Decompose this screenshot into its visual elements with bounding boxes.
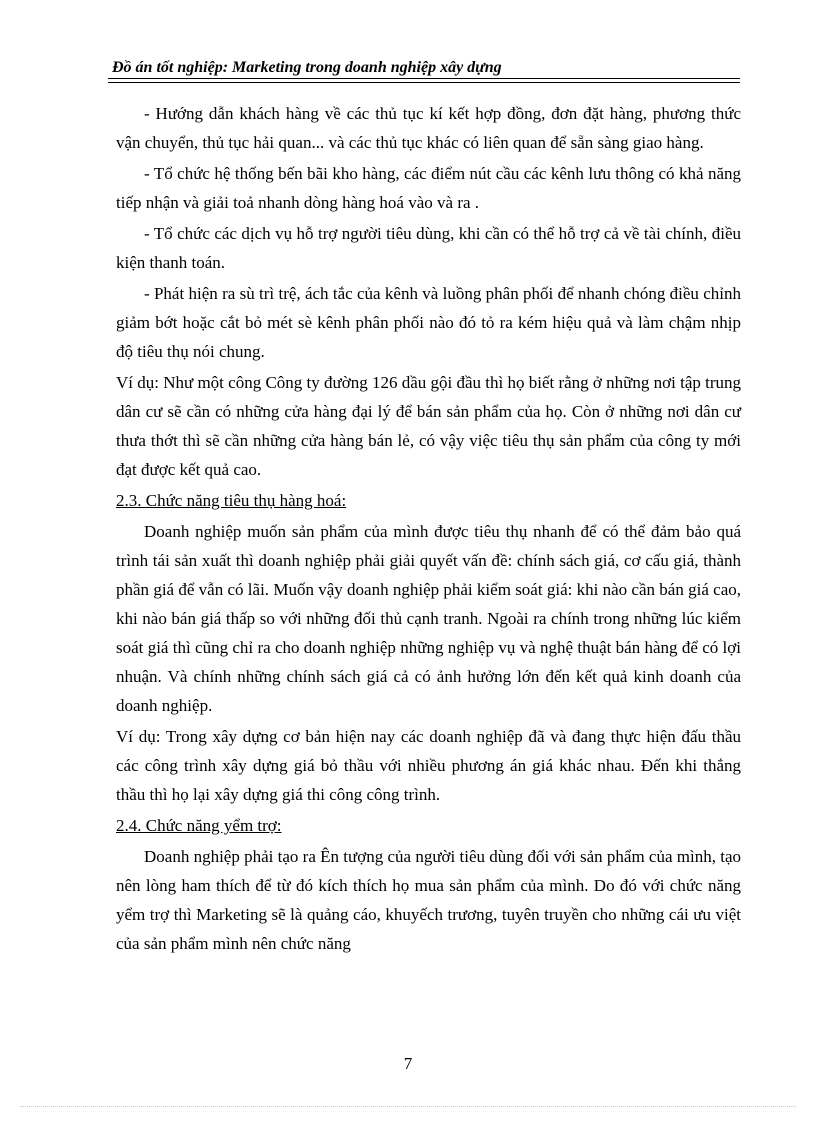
bullet-paragraph-bottleneck: - Phát hiện ra sù trì trệ, ách tắc của kênh và luồng phân phối để nhanh chóng điều chỉnh giảm bớt hoặc cắt bỏ mét sè kênh phân phối nào đó tỏ ra kém hiệu quả và làm chậm nhịp độ tiêu thụ nói chung. [116,284,741,361]
example-paragraph-bidding: Ví dụ: Trong xây dựng cơ bản hiện nay các doanh nghiệp đã và đang thực hiện đấu thầu các công trình xây dựng giá bỏ thầu với nhiều phương án giá khác nhau. Đến khi thắng thầu thì họ lại xây dựng giá thi công công trình. [116,727,741,804]
document-body [116,99,741,960]
paragraph-pricing: Doanh nghiệp muốn sản phẩm của mình được tiêu thụ nhanh để có thể đảm bảo quá trình tái sản xuất thì doanh nghiệp phải giải quyết vấn đề: chính sách giá, cơ cấu giá, thành phần giá để vẫn có lãi. Muốn vậy doanh nghiệp phải kiểm soát giá: khi nào cần bán giá cao, khi nào bán giá thấp so với những đối thủ cạnh tranh. Ngoài ra chính trong những lúc kiểm soát giá thì cũng chỉ ra cho doanh nghiệp những nghiệp vụ và nghệ thuật bán hàng để có lợi nhuận. Và chính những chính sách giá cả có ảnh hưởng lớn đến kết quả kinh doanh của doanh nghiệp. [116,522,741,715]
bullet-paragraph-guidance: - Hướng dẫn khách hàng về các thủ tục kí kết hợp đồng, đơn đặt hàng, phương thức vận chuyển, thủ tục hải quan... và các thủ tục khác có liên quan để sẵn sàng giao hàng. [116,104,741,152]
footer-dotted-rule [20,1106,796,1107]
paragraph-promotion: Doanh nghiệp phải tạo ra Ên tượng của người tiêu dùng đối với sản phẩm của mình, tạo nên lòng ham thích để từ đó kích thích họ mua sản phẩm của mình. Do đó với chức năng yểm trợ thì Marketing sẽ là quảng cáo, khuyếch trương, tuyên truyền cho những cái ưu việt của sản phẩm mình nên chức năng [116,847,741,953]
example-paragraph-distribution: Ví dụ: Như một công Công ty đường 126 dầu gội đầu thì họ biết rằng ở những nơi tập trung dân cư sẽ cần có những cửa hàng đại lý để bán sản phẩm của họ. Còn ở những nơi dân cư thưa thớt thì sẽ cần những cửa hàng bán lẻ, có vậy việc tiêu thụ sản phẩm của công ty mới đạt được kết quả cao. [116,373,741,479]
section-heading-2-4: 2.4. Chức năng yểm trợ: [116,816,282,835]
header-rule [108,78,740,79]
bullet-paragraph-support-services: - Tổ chức các dịch vụ hỗ trợ người tiêu dùng, khi cần có thể hỗ trợ cả về tài chính, điều kiện thanh toán. [116,224,741,272]
page-number: 7 [403,1054,413,1073]
page-header-title: Đồ án tốt nghiệp: Marketing trong doanh nghiệp xây dựng [112,59,502,76]
bullet-paragraph-warehouse: - Tổ chức hệ thống bến bãi kho hàng, các điểm nút cầu các kênh lưu thông có khả năng tiếp nhận và giải toả nhanh dòng hàng hoá vào và ra . [116,164,741,212]
section-heading-2-3: 2.3. Chức năng tiêu thụ hàng hoá: [116,491,347,510]
header-rule-thin [108,82,740,83]
